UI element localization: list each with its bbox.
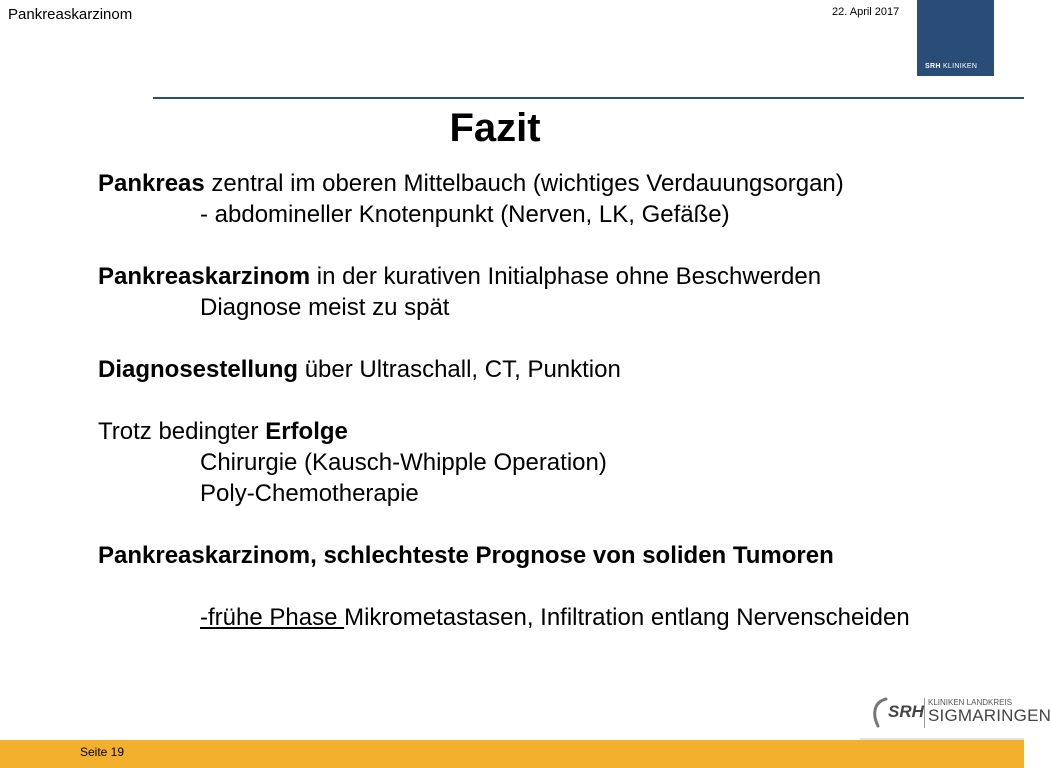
point-pankreas <box>98 168 910 199</box>
srh-swoosh-icon <box>870 696 890 730</box>
slide-title: Fazit <box>449 106 541 150</box>
spacer <box>98 509 910 540</box>
point-pankreas-bold: Pankreas <box>98 170 205 197</box>
point-karzinom-sub: Diagnose meist zu spät <box>200 294 450 321</box>
point-erfolge-bold: Erfolge <box>265 418 348 445</box>
header-date: 22. April 2017 <box>832 6 900 18</box>
brand-tab-logo <box>925 63 977 70</box>
point-prognose <box>98 540 910 571</box>
logo-small-text: KLINIKEN LANDKREIS <box>928 698 1013 707</box>
point-prognose-sub <box>98 602 910 633</box>
brand-tab <box>917 0 994 76</box>
point-diagnose <box>98 354 910 385</box>
point-diagnose-bold: Diagnosestellung <box>98 356 299 383</box>
point-erfolge-sub-1: Chirurgie (Kausch-Whipple Operation) <box>200 449 607 476</box>
brand-tab-kliniken: KLINIKEN <box>942 63 978 70</box>
logo-big-text: SIGMARINGEN <box>928 706 1051 725</box>
spacer <box>98 385 910 416</box>
logo-srh: SRH <box>888 702 924 721</box>
point-diagnose-text: über Ultraschall, CT, Punktion <box>298 356 621 383</box>
point-prognose-sub-underlined: -frühe Phase <box>200 604 345 631</box>
slide-content <box>98 168 910 633</box>
spacer <box>98 323 910 354</box>
point-erfolge-text: Trotz bedingter <box>98 418 266 445</box>
page-number: Seite 19 <box>80 745 125 759</box>
point-pankreas-text: zentral im oberen Mittelbauch (wichtiges Verdauungsorgan) <box>204 170 844 197</box>
point-karzinom-bold: Pankreaskarzinom <box>98 263 311 290</box>
header-title: Pankreaskarzinom <box>8 6 133 23</box>
point-erfolge-sub-2: Poly-Chemotherapie <box>200 480 419 507</box>
point-prognose-sub-text: Mikrometastasen, Infiltration entlang Nervenscheiden <box>344 604 910 631</box>
point-karzinom-text: in der kurativen Initialphase ohne Beschwerden <box>310 263 822 290</box>
point-pankreas-sub: - abdomineller Knotenpunkt (Nerven, LK, Gefäße) <box>200 201 730 228</box>
brand-tab-srh: SRH <box>925 63 941 70</box>
footer-bar <box>0 740 1024 768</box>
point-prognose-bold: Pankreaskarzinom, schlechteste Prognose von soliden Tumoren <box>98 542 834 569</box>
point-erfolge <box>98 416 910 447</box>
spacer <box>98 230 910 261</box>
point-karzinom <box>98 261 910 292</box>
sigmaringen-logo <box>870 692 1051 736</box>
logo-divider <box>924 698 925 728</box>
header-rule <box>153 97 1024 99</box>
spacer <box>98 571 910 602</box>
